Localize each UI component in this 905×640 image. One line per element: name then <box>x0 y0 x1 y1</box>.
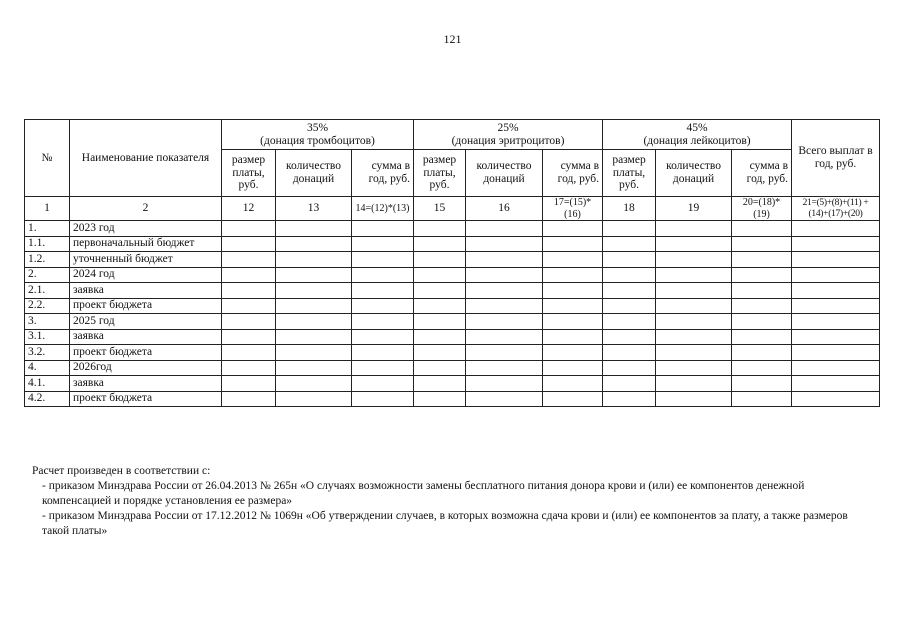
empty-cell <box>222 314 276 330</box>
row-number: 3.2. <box>25 345 70 361</box>
col-number: 2 <box>70 197 222 221</box>
table-row <box>25 298 880 314</box>
empty-cell <box>603 267 656 283</box>
table-header <box>25 120 880 221</box>
empty-cell <box>352 329 414 345</box>
empty-cell <box>732 391 792 407</box>
empty-cell <box>603 376 656 392</box>
empty-cell <box>276 283 352 299</box>
row-name: проект бюджета <box>70 298 222 314</box>
empty-cell <box>732 376 792 392</box>
table-row <box>25 360 880 376</box>
empty-cell <box>276 221 352 237</box>
empty-cell <box>466 345 543 361</box>
empty-cell <box>222 376 276 392</box>
page-number: 121 <box>443 32 462 46</box>
empty-cell <box>656 376 732 392</box>
empty-cell <box>414 391 466 407</box>
empty-cell <box>732 221 792 237</box>
col-number: 20=(18)*(19) <box>732 197 792 221</box>
row-number: 3.1. <box>25 329 70 345</box>
col-number: 18 <box>603 197 656 221</box>
empty-cell <box>276 391 352 407</box>
empty-cell <box>222 360 276 376</box>
group-pct: 35% <box>306 121 329 134</box>
col-number: 13 <box>276 197 352 221</box>
empty-cell <box>466 298 543 314</box>
empty-cell <box>603 345 656 361</box>
empty-cell <box>414 314 466 330</box>
empty-cell <box>792 314 880 330</box>
empty-cell <box>792 221 880 237</box>
empty-cell <box>352 314 414 330</box>
col-number: 1 <box>25 197 70 221</box>
empty-cell <box>656 360 732 376</box>
empty-cell <box>276 360 352 376</box>
empty-cell <box>466 236 543 252</box>
header-count-3: количество донаций <box>656 150 732 197</box>
col-number: 16 <box>466 197 543 221</box>
empty-cell <box>222 267 276 283</box>
table-row <box>25 252 880 268</box>
empty-cell <box>656 345 732 361</box>
table-row <box>25 314 880 330</box>
empty-cell <box>466 376 543 392</box>
col-number: 12 <box>222 197 276 221</box>
row-name: заявка <box>70 329 222 345</box>
empty-cell <box>352 345 414 361</box>
empty-cell <box>222 391 276 407</box>
row-number: 4.1. <box>25 376 70 392</box>
empty-cell <box>414 345 466 361</box>
empty-cell <box>792 329 880 345</box>
group-desc: (донация лейкоцитов) <box>643 134 751 147</box>
row-number: 1.1. <box>25 236 70 252</box>
empty-cell <box>603 283 656 299</box>
header-sum-2: сумма в год, руб. <box>543 150 603 197</box>
empty-cell <box>543 236 603 252</box>
empty-cell <box>352 283 414 299</box>
empty-cell <box>466 391 543 407</box>
empty-cell <box>732 236 792 252</box>
row-name: проект бюджета <box>70 391 222 407</box>
row-name: проект бюджета <box>70 345 222 361</box>
group-desc: (донация эритроцитов) <box>451 134 565 147</box>
group-pct: 45% <box>686 121 708 134</box>
header-count-2: количество донаций <box>466 150 543 197</box>
col-number: 19 <box>656 197 732 221</box>
column-numbers-row <box>25 197 880 221</box>
empty-cell <box>466 329 543 345</box>
empty-cell <box>543 283 603 299</box>
row-number: 4.2. <box>25 391 70 407</box>
empty-cell <box>466 314 543 330</box>
row-name: первоначальный бюджет <box>70 236 222 252</box>
row-number: 2.2. <box>25 298 70 314</box>
empty-cell <box>276 298 352 314</box>
empty-cell <box>656 314 732 330</box>
empty-cell <box>543 345 603 361</box>
empty-cell <box>414 283 466 299</box>
empty-cell <box>222 252 276 268</box>
row-name: 2023 год <box>70 221 222 237</box>
empty-cell <box>732 345 792 361</box>
row-name: заявка <box>70 376 222 392</box>
empty-cell <box>603 221 656 237</box>
empty-cell <box>222 221 276 237</box>
empty-cell <box>603 314 656 330</box>
table-row <box>25 376 880 392</box>
row-name: 2026год <box>70 360 222 376</box>
empty-cell <box>414 221 466 237</box>
table-row <box>25 345 880 361</box>
empty-cell <box>276 329 352 345</box>
empty-cell <box>732 298 792 314</box>
col-number: 14=(12)*(13) <box>352 197 414 221</box>
row-name: уточненный бюджет <box>70 252 222 268</box>
header-sum-1: сумма в год, руб. <box>352 150 414 197</box>
header-size-2: размер платы, руб. <box>414 150 466 197</box>
empty-cell <box>732 252 792 268</box>
empty-cell <box>792 298 880 314</box>
empty-cell <box>792 267 880 283</box>
empty-cell <box>603 298 656 314</box>
empty-cell <box>222 283 276 299</box>
empty-cell <box>603 329 656 345</box>
empty-cell <box>732 329 792 345</box>
table-row <box>25 221 880 237</box>
row-name: 2024 год <box>70 267 222 283</box>
empty-cell <box>276 252 352 268</box>
empty-cell <box>543 298 603 314</box>
empty-cell <box>276 236 352 252</box>
empty-cell <box>656 298 732 314</box>
empty-cell <box>543 376 603 392</box>
table-row <box>25 283 880 299</box>
empty-cell <box>466 252 543 268</box>
empty-cell <box>466 360 543 376</box>
table-row <box>25 267 880 283</box>
empty-cell <box>222 236 276 252</box>
row-number: 2. <box>25 267 70 283</box>
header-group-erythrocytes <box>414 120 603 150</box>
empty-cell <box>543 252 603 268</box>
notes-section <box>32 464 862 539</box>
empty-cell <box>414 298 466 314</box>
row-number: 2.1. <box>25 283 70 299</box>
row-number: 1. <box>25 221 70 237</box>
header-name: Наименование показателя <box>70 120 222 197</box>
col-number: 21=(5)+(8)+(11) +(14)+(17)+(20) <box>792 197 880 221</box>
empty-cell <box>792 376 880 392</box>
header-count-1: количество донаций <box>276 150 352 197</box>
header-sum-3: сумма в год, руб. <box>732 150 792 197</box>
header-no: № <box>25 120 70 197</box>
empty-cell <box>222 329 276 345</box>
empty-cell <box>656 267 732 283</box>
empty-cell <box>732 360 792 376</box>
empty-cell <box>603 360 656 376</box>
row-number: 1.2. <box>25 252 70 268</box>
empty-cell <box>543 391 603 407</box>
table-body <box>25 221 880 407</box>
table-row <box>25 391 880 407</box>
empty-cell <box>222 298 276 314</box>
empty-cell <box>414 236 466 252</box>
empty-cell <box>543 314 603 330</box>
header-group-leukocytes <box>603 120 792 150</box>
group-desc: (донация тромбоцитов) <box>260 134 375 147</box>
empty-cell <box>732 283 792 299</box>
header-group-platelets <box>222 120 414 150</box>
empty-cell <box>352 236 414 252</box>
empty-cell <box>352 252 414 268</box>
empty-cell <box>543 267 603 283</box>
empty-cell <box>466 267 543 283</box>
empty-cell <box>543 329 603 345</box>
empty-cell <box>352 391 414 407</box>
col-number: 15 <box>414 197 466 221</box>
row-name: заявка <box>70 283 222 299</box>
empty-cell <box>792 252 880 268</box>
empty-cell <box>222 345 276 361</box>
empty-cell <box>352 298 414 314</box>
empty-cell <box>603 236 656 252</box>
empty-cell <box>543 221 603 237</box>
empty-cell <box>466 283 543 299</box>
empty-cell <box>276 376 352 392</box>
empty-cell <box>656 283 732 299</box>
empty-cell <box>656 236 732 252</box>
empty-cell <box>792 236 880 252</box>
donation-payments-table <box>24 119 880 407</box>
empty-cell <box>276 267 352 283</box>
row-number: 3. <box>25 314 70 330</box>
empty-cell <box>656 252 732 268</box>
empty-cell <box>543 360 603 376</box>
table-row <box>25 236 880 252</box>
notes-intro: Расчет произведен в соответствии с: <box>32 465 211 477</box>
notes-item-2: - приказом Минздрава России от 17.12.2012 № 1069н «Об утверждении случаев, в которых возможна сдача крови и (или) ее компонентов за плату, а также размеров такой платы» <box>42 509 848 537</box>
header-size-1: размер платы, руб. <box>222 150 276 197</box>
col-number: 17=(15)*(16) <box>543 197 603 221</box>
empty-cell <box>656 329 732 345</box>
empty-cell <box>276 345 352 361</box>
empty-cell <box>466 221 543 237</box>
empty-cell <box>792 283 880 299</box>
empty-cell <box>792 391 880 407</box>
empty-cell <box>603 391 656 407</box>
empty-cell <box>414 252 466 268</box>
empty-cell <box>792 345 880 361</box>
empty-cell <box>792 360 880 376</box>
empty-cell <box>352 360 414 376</box>
header-total: Всего выплат в год, руб. <box>792 120 880 197</box>
empty-cell <box>732 314 792 330</box>
empty-cell <box>352 267 414 283</box>
header-size-3: размер платы, руб. <box>603 150 656 197</box>
table-row <box>25 329 880 345</box>
empty-cell <box>276 314 352 330</box>
empty-cell <box>414 360 466 376</box>
empty-cell <box>352 376 414 392</box>
empty-cell <box>603 252 656 268</box>
row-number: 4. <box>25 360 70 376</box>
empty-cell <box>656 221 732 237</box>
empty-cell <box>732 267 792 283</box>
empty-cell <box>414 267 466 283</box>
empty-cell <box>414 376 466 392</box>
empty-cell <box>414 329 466 345</box>
group-pct: 25% <box>497 121 519 134</box>
empty-cell <box>656 391 732 407</box>
row-name: 2025 год <box>70 314 222 330</box>
empty-cell <box>352 221 414 237</box>
notes-item-1: - приказом Минздрава России от 26.04.2013 № 265н «О случаях возможности замены бесплатного питания донора крови и (или) ее компонентов денежной компенсацией и порядке установления ее размера» <box>42 479 805 507</box>
